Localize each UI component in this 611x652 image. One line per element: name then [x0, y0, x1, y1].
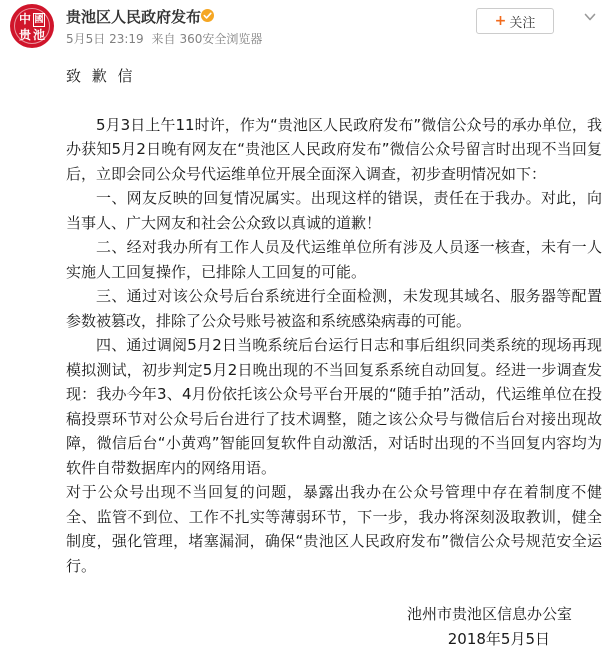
avatar-char-2: 國 — [34, 15, 44, 25]
avatar[interactable] — [10, 4, 54, 48]
verified-badge-icon — [201, 9, 214, 22]
apology-letter — [66, 64, 602, 652]
plus-icon: + — [494, 13, 507, 29]
letter-closing: 对于公众号出现不当回复的问题，暴露出我办在公众号管理中存在着制度不健全、监管不到位、工作不扎实等薄弱环节，下一步，我办将深刻汲取教训，健全制度，强化管理，堵塞漏洞，确保“贵池区人民政府发布”微信公众号规范安全运行。 — [66, 483, 602, 575]
letter-paragraph-3: 三、通过对该公众号后台系统进行全面检测，未发现其域名、服务器等配置参数被篡改，排除了公众号账号被盗和系统感染病毒的可能。 — [66, 287, 602, 330]
signature-date: 2018年5月5日 — [447, 630, 550, 648]
letter-signature — [66, 602, 602, 652]
avatar-char-4: 池 — [32, 28, 45, 42]
letter-paragraph-1: 一、网友反映的回复情况属实。出现这样的错误，责任在于我办。对此，向当事人、广大网友和社会公众致以真诚的道歉！ — [66, 189, 602, 232]
avatar-char-3: 贵 — [18, 28, 31, 42]
letter-paragraph-4: 四、通过调阅5月2日当晚系统后台运行日志和事后组织同类系统的现场再现模拟测试，初步判定5月2日晚出现的不当回复系系统自动回复。经进一步调查发现：我办今年3、4月份依托该公众号平台开展的“随手拍”活动，代运维单位在投稿投票环节对公众号后台进行了技术调整，随之该公众号与微信后台对接出现故障，微信后台“小黄鸡”智能回复软件自动激活，对话时出现的不当回复内容均为软件自带数据库内的网络用语。 — [66, 336, 602, 477]
letter-title: 致 歉 信 — [66, 67, 136, 85]
avatar-seal — [18, 12, 46, 40]
chevron-down-icon[interactable] — [584, 10, 596, 24]
source-prefix: 来自 — [151, 32, 176, 46]
avatar-char-1: 中 — [18, 12, 31, 26]
account-name[interactable]: 贵池区人民政府发布 — [66, 8, 202, 26]
signature-org: 池州市贵池区信息办公室 — [406, 605, 572, 623]
letter-paragraph-2: 二、经对我办所有工作人员及代运维单位所有涉及人员逐一核查，未有一人实施人工回复操作，已排除人工回复的可能。 — [66, 238, 602, 281]
follow-button-label: 关注 — [509, 15, 536, 31]
source-name[interactable]: 360安全浏览器 — [179, 32, 263, 46]
post-header — [0, 0, 611, 56]
post-meta — [66, 30, 266, 47]
post-date[interactable]: 5月5日 23:19 — [66, 32, 144, 46]
letter-paragraph-intro: 5月3日上午11时许，作为“贵池区人民政府发布”微信公众号的承办单位，我办获知5月2日晚有网友在“贵池区人民政府发布”微信公众号留言时出现不当回复后，立即会同公众号代运维单位开展全面深入调查，初步查明情况如下： — [66, 115, 602, 183]
follow-button[interactable] — [476, 8, 554, 34]
